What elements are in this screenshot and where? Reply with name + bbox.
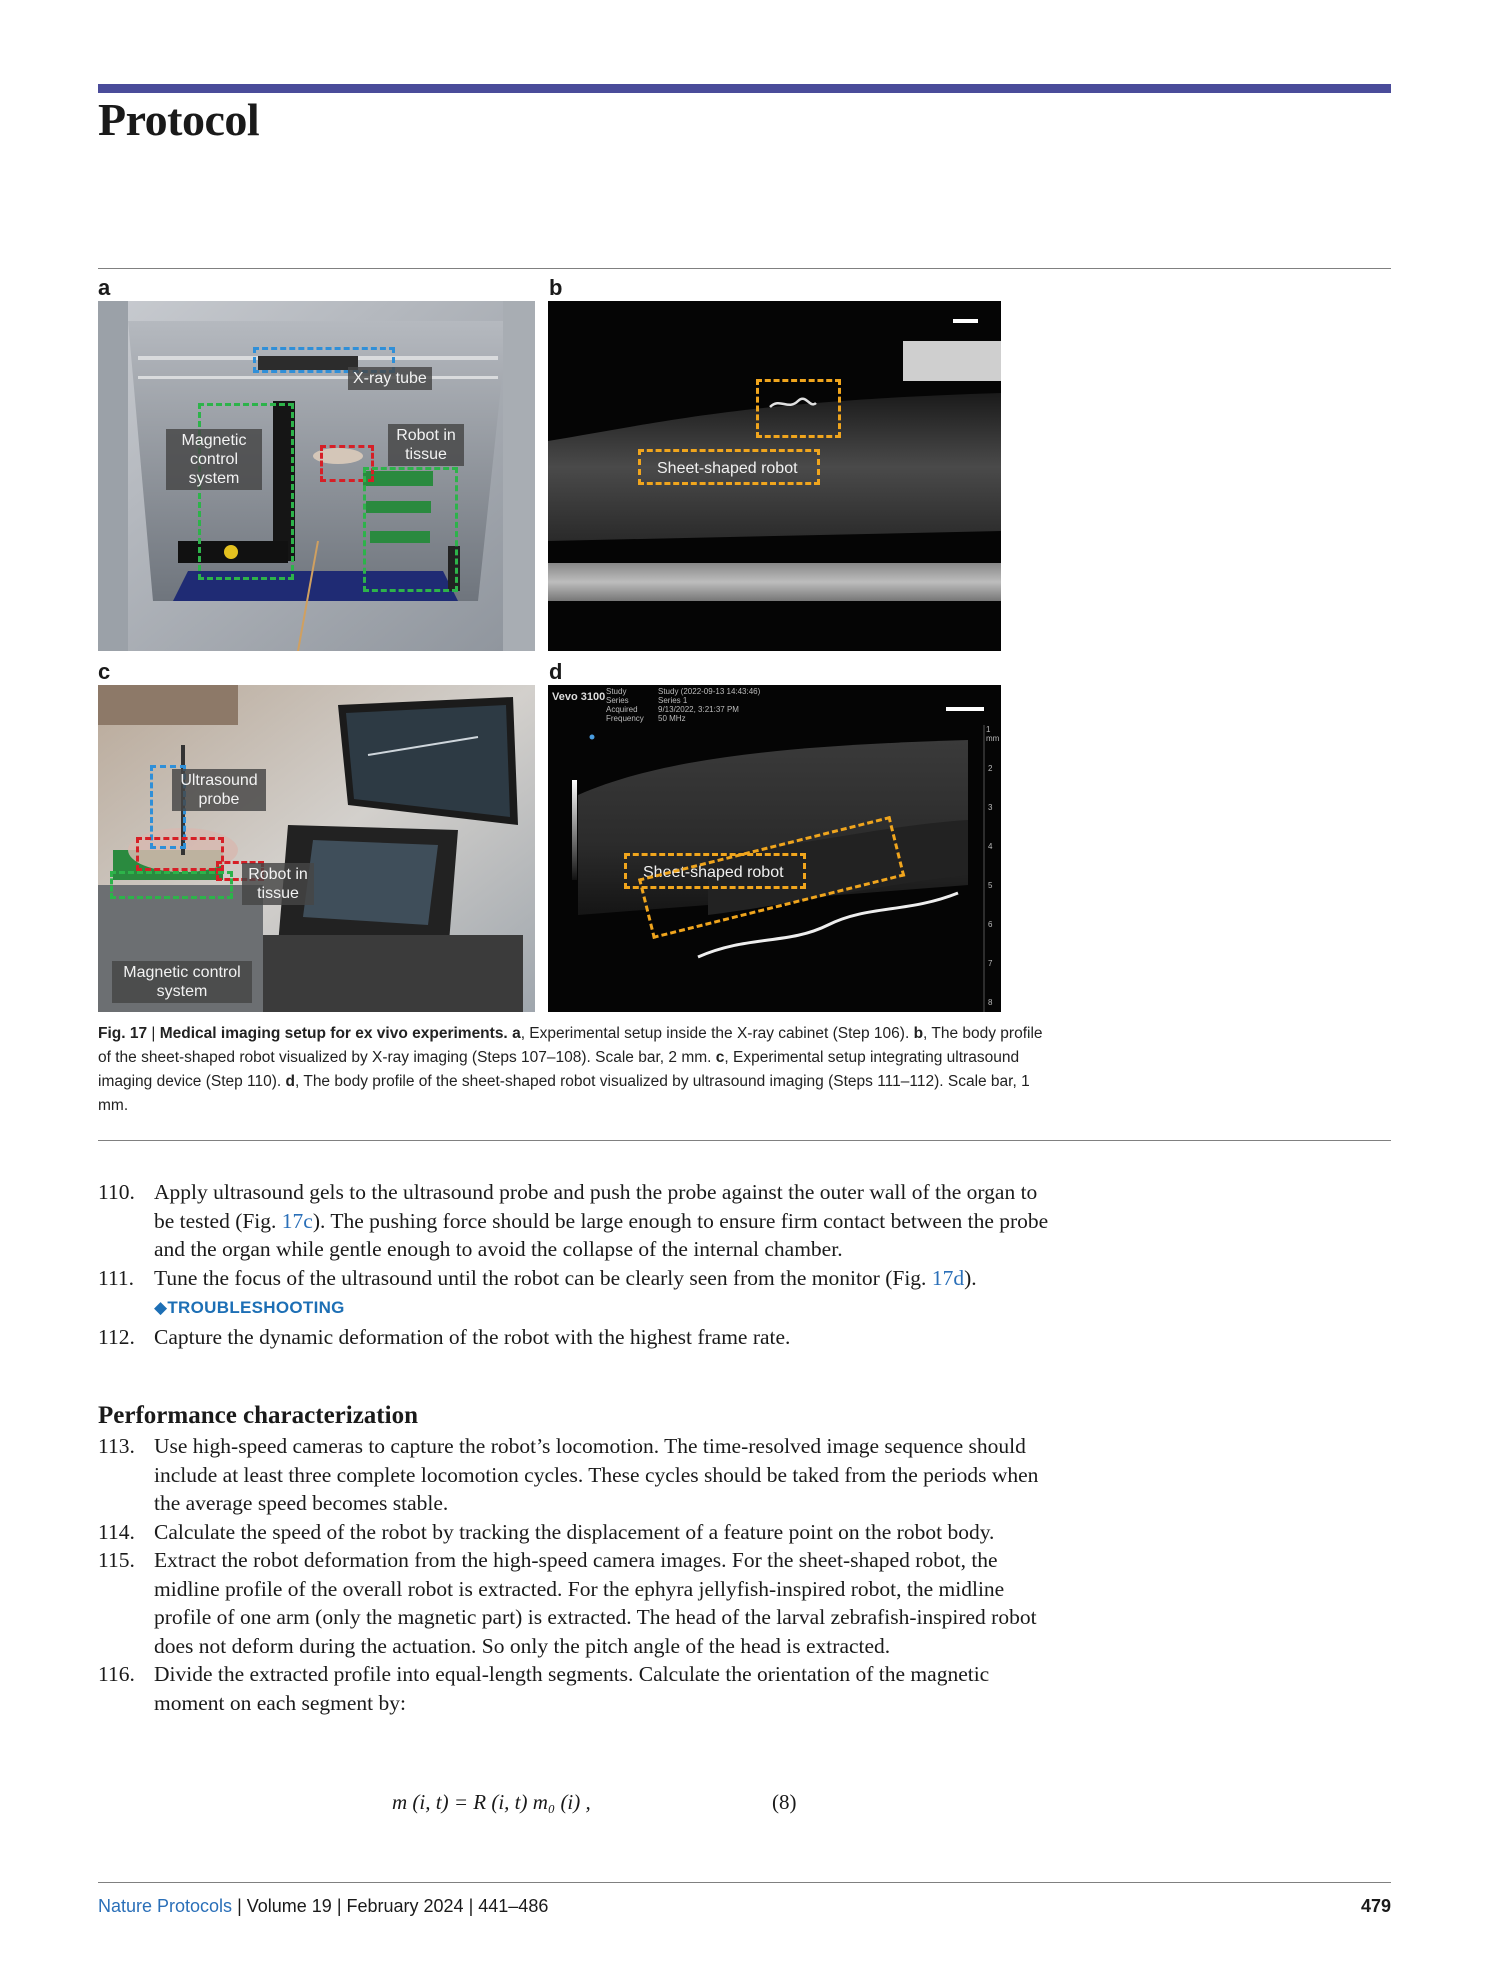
step-item bbox=[98, 1660, 1058, 1717]
footer-rule bbox=[98, 1882, 1391, 1883]
robot-in-tissue-label: Robot in tissue bbox=[388, 424, 464, 466]
panel-d-ultrasound-image bbox=[548, 685, 1001, 1012]
scale-bar-2mm bbox=[953, 319, 978, 323]
panel-letter-d: d bbox=[549, 659, 563, 684]
step-text: Calculate the speed of the robot by tracking the displacement of a feature point on the robot body. bbox=[154, 1519, 995, 1544]
vevo-field: Acquired bbox=[606, 705, 638, 714]
caption-separator: | bbox=[147, 1025, 160, 1042]
robot-xray-box bbox=[756, 379, 841, 438]
scale-bar-1mm bbox=[946, 707, 984, 711]
section-title: Protocol bbox=[98, 94, 260, 145]
page-number: 479 bbox=[1360, 1896, 1391, 1916]
step-number: 114. bbox=[98, 1519, 135, 1544]
step-text: Divide the extracted profile into equal-length segments. Calculate the orientation of the magnetic moment on each segment by: bbox=[154, 1662, 990, 1715]
ultrasound-probe-label: Ultrasound probe bbox=[172, 769, 266, 811]
panel-letter-a: a bbox=[98, 275, 111, 300]
caption-title: Medical imaging setup for ex vivo experiments. bbox=[159, 1025, 508, 1042]
step-text: Apply ultrasound gels to the ultrasound probe and push the probe against the outer wall of the organ to be tested (Fig. bbox=[154, 1180, 1038, 1233]
magnetic-control-label: Magnetic control system bbox=[166, 429, 262, 490]
step-text: Use high-speed cameras to capture the robot’s locomotion. The time-resolved image sequence should include at least three complete locomotion cycles. These cycles should be taked from the periods when the average speed becomes stable. bbox=[154, 1434, 1039, 1515]
depth-tick: 2 bbox=[988, 764, 993, 773]
step-item bbox=[98, 1323, 1058, 1352]
vevo-value: 50 MHz bbox=[658, 714, 686, 723]
robot-ultrasound-label: Sheet-shaped robot bbox=[643, 864, 784, 881]
figure-link[interactable]: 17d bbox=[931, 1265, 965, 1290]
footer-citation bbox=[98, 1896, 548, 1917]
depth-tick: 3 bbox=[988, 803, 993, 812]
step-number: 111. bbox=[98, 1265, 135, 1290]
step-number: 112. bbox=[98, 1324, 135, 1349]
step-item bbox=[98, 1264, 1058, 1323]
panel-letter-c: c bbox=[98, 659, 111, 684]
caption-c-text: , Experimental setup integrating ultrasound imaging device (Step 110). bbox=[98, 1049, 1020, 1090]
troubleshooting-link[interactable]: TROUBLESHOOTING bbox=[167, 1298, 345, 1317]
subheading: Performance characterization bbox=[98, 1402, 418, 1429]
step-item bbox=[98, 1178, 1058, 1264]
diamond-icon: ◆ bbox=[154, 1298, 168, 1317]
steps-list-a bbox=[98, 1178, 1058, 1351]
steps-list-b bbox=[98, 1432, 1058, 1717]
panel-a-xray-cabinet-photo bbox=[98, 301, 535, 651]
step-number: 110. bbox=[98, 1180, 135, 1204]
footer-volume: Volume 19 bbox=[246, 1896, 332, 1916]
depth-tick: 5 bbox=[988, 881, 993, 890]
footer-sep: | bbox=[331, 1896, 347, 1916]
footer-sep: | bbox=[232, 1896, 247, 1916]
caption-b: b bbox=[913, 1025, 924, 1042]
caption-b-text: , The body profile of the sheet-shaped robot visualized by X-ray imaging (Steps 107–108). Scale bar, 2 mm. bbox=[98, 1025, 1043, 1066]
step-text: ). The pushing force should be large enough to ensure firm contact between the probe and the organ while gentle enough to avoid the collapse of the internal chamber. bbox=[154, 1208, 1049, 1261]
footer-date: February 2024 bbox=[346, 1896, 464, 1916]
figure-top-rule bbox=[98, 268, 1391, 269]
depth-tick: 7 bbox=[988, 959, 993, 968]
robot-xray-label: Sheet-shaped robot bbox=[657, 460, 798, 477]
caption-a-text: , Experimental setup inside the X-ray cabinet (Step 106). bbox=[520, 1025, 910, 1042]
caption-c: c bbox=[715, 1049, 725, 1066]
robot-in-tissue-box-c bbox=[136, 837, 224, 871]
figure-caption bbox=[98, 1022, 1058, 1118]
panel-b-xray-image bbox=[548, 301, 1001, 651]
figure-link[interactable]: 17c bbox=[281, 1208, 313, 1233]
step-text: ). bbox=[964, 1265, 977, 1290]
figure-bottom-rule bbox=[98, 1140, 1391, 1141]
step-item bbox=[98, 1546, 1058, 1660]
header-bar bbox=[98, 84, 1391, 93]
caption-d-text: , The body profile of the sheet-shaped robot visualized by ultrasound imaging (Steps 111–112). Scale bar, 1 mm. bbox=[98, 1073, 1030, 1114]
step-text: Capture the dynamic deformation of the robot with the highest frame rate. bbox=[154, 1324, 791, 1349]
panel-letter-b: b bbox=[549, 275, 563, 300]
depth-tick: 4 bbox=[988, 842, 993, 851]
step-number: 113. bbox=[98, 1434, 135, 1458]
step-item bbox=[98, 1518, 1058, 1547]
magnetic-control-box-c bbox=[110, 871, 233, 899]
caption-a: a bbox=[512, 1025, 521, 1042]
step-item bbox=[98, 1432, 1058, 1518]
footer-pages: 441–486 bbox=[478, 1896, 549, 1916]
step-text: Extract the robot deformation from the high-speed camera images. For the sheet-shaped robot, the midline profile of the overall robot is extracted. For the ephyra jellyfish-inspired robot, the midline profile of one arm (only the magnetic part) is extracted. The head of the larval zebrafish-inspired robot does not deform during the actuation. So only the pitch angle of the head is extracted. bbox=[154, 1548, 1037, 1658]
journal-name[interactable]: Nature Protocols bbox=[98, 1896, 233, 1916]
depth-tick: 6 bbox=[988, 920, 993, 929]
vevo-field: Series bbox=[606, 696, 629, 705]
step-text: Tune the focus of the ultrasound until the robot can be clearly seen from the monitor (Fig. bbox=[154, 1265, 932, 1290]
vevo-value: Series 1 bbox=[658, 696, 688, 705]
depth-tick: 8 bbox=[988, 998, 993, 1007]
vevo-brand: Vevo 3100 bbox=[552, 691, 606, 703]
magnetic-control-label-c: Magnetic control system bbox=[112, 961, 252, 1003]
vevo-value: 9/13/2022, 3:21:37 PM bbox=[658, 705, 739, 714]
vevo-field: Frequency bbox=[606, 714, 644, 723]
caption-label: Fig. 17 bbox=[98, 1025, 148, 1042]
vevo-value: Study (2022-09-13 14:43:46) bbox=[658, 687, 761, 696]
step-number: 115. bbox=[98, 1548, 135, 1572]
footer-sep: | bbox=[463, 1896, 479, 1916]
equation-number: (8) bbox=[772, 1790, 797, 1814]
equation-8: m (i, t) = R (i, t) m₀ (i) , bbox=[392, 1790, 591, 1814]
vevo-field: Study bbox=[606, 687, 627, 696]
step-number: 116. bbox=[98, 1662, 135, 1686]
caption-d: d bbox=[285, 1073, 296, 1090]
panel-c-ultrasound-setup-photo bbox=[98, 685, 535, 1012]
robot-in-tissue-label-c: Robot in tissue bbox=[242, 863, 314, 905]
xray-tube-label: X-ray tube bbox=[348, 367, 432, 390]
depth-scale-unit: 1 mm bbox=[986, 725, 1000, 743]
magnetic-control-box-right bbox=[363, 467, 458, 592]
